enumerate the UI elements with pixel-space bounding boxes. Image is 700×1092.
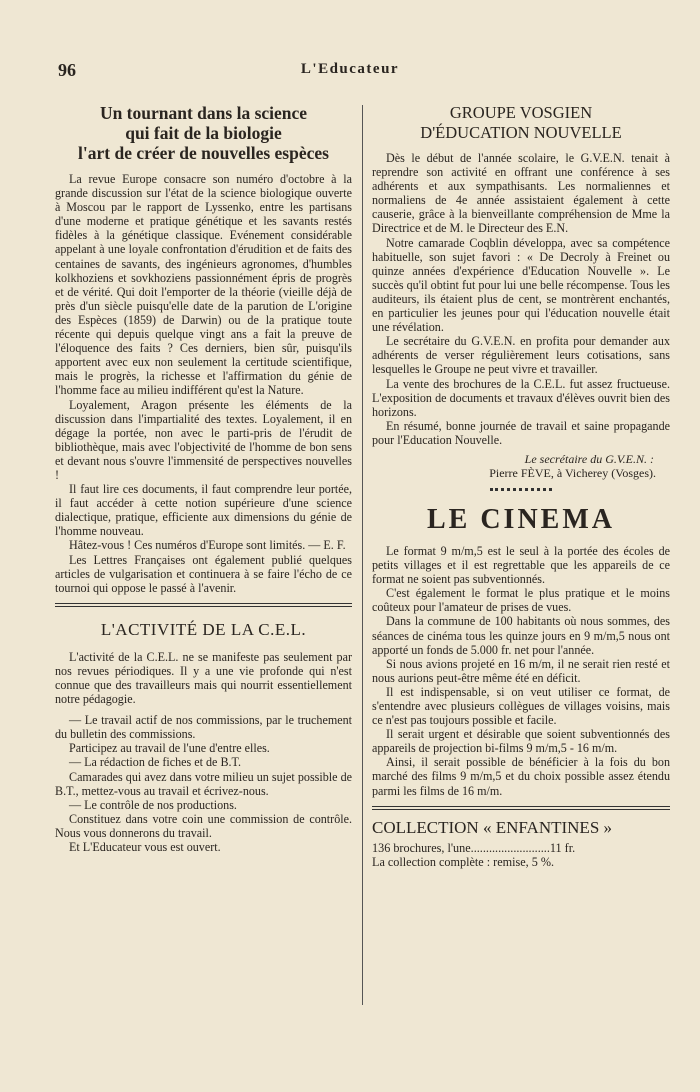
cinema-paragraph: Ainsi, il serait possible de bénéficier à la fois du bon marché des films 9 m/m,5 et du choix possible assez étendu parmi les films de 16 m/m.: [372, 755, 670, 798]
signature-role: Le secrétaire du G.V.E.N. :: [524, 451, 654, 466]
groupe-title-line: D'ÉDUCATION NOUVELLE: [420, 123, 622, 142]
tournant-title: [55, 103, 352, 163]
activite-paragraph: Et L'Educateur vous est ouvert.: [69, 840, 221, 855]
tournant-paragraph: Il faut lire ces documents, il faut comprendre leur portée, il faut accéder à cette notion supérieure d'une science dialectique, pratique, efficiente aux dimensions du génie de l'homme nouveau.: [55, 482, 352, 539]
groupe-paragraph: Notre camarade Coqblin développa, avec sa compétence habituelle, son sujet favori : « De Decroly à Freinet ou quinze années d'expérience d'Education Nouvelle ». Le succès qu'il obtint fut pour lui une belle récompense. Tous les auditeurs, ils étaient plus de cent, se montrèrent enchantés, en particulier les jeunes pour qui l'éducation nouvelle était une révélation.: [372, 235, 670, 335]
cinema-paragraph: Le format 9 m/m,5 est le seul à la portée des écoles de petits villages et il est regrettable que les appareils de ce format ne soient pas subventionnés.: [372, 543, 670, 587]
activite-paragraph: — La rédaction de fiches et de B.T.: [69, 755, 242, 770]
tournant-title-line: Un tournant dans la science: [99, 103, 308, 123]
groupe-paragraph: Dès le début de l'année scolaire, le G.V.E.N. tenait à reprendre son activité en offrant une conférence à ses adhérents et aux sympathisants. Les normaliennes et normaliens de 4e année assistaient également à cette causerie, grâce à la bienveillante compréhension de Mme la Directrice et de M. le Directeur des E.N.: [372, 151, 670, 236]
groupe-title: [372, 103, 670, 143]
activite-title: L'ACTIVITÉ DE LA C.E.L.: [100, 619, 307, 639]
right-column: [372, 103, 670, 869]
activite-paragraph: — Le contrôle de nos productions.: [69, 797, 237, 812]
activite-paragraph: Constituez dans votre coin une commission de contrôle. Nous vous donnerons du travail.: [55, 811, 352, 840]
column-divider: [362, 105, 363, 1005]
section-rule: [55, 603, 352, 607]
cinema-paragraph: Si nous avions projeté en 16 m/m, il ne serait rien resté et nous aurions peut-être même été en déficit.: [372, 656, 670, 685]
activite-paragraph: — Le travail actif de nos commissions, par le truchement du bulletin des commissions.: [55, 713, 352, 742]
collection-title: COLLECTION « ENFANTINES »: [372, 817, 613, 837]
tournant-title-line: l'art de créer de nouvelles espèces: [78, 143, 329, 163]
cinema-paragraph: Dans la commune de 100 habitants où nous sommes, des séances de cinéma tous les quinze jours en 9 m/m,5 nous ont apporté un fonds de 5.000 fr. net pour l'année.: [372, 614, 670, 657]
tournant-paragraph: La revue Europe consacre son numéro d'octobre à la grande discussion sur l'état de la science biologique ouverte à Moscou par le rapport de Lyssenko, entre les partisans d'une moderne et pratique génétique et les savants restés fidèles à la génétique classique. Evénement considérable appelant à une loyale confrontation d'érudition et de faits des centaines de savants, des ingénieurs agronomes, d'humbles kolkhoziens et sovkhoziens passionnément épris de progrès et de vérité. Qui doit l'emporter de la théorie (vieille déjà de près d'un siècle puisqu'elle date de la parution de L'origine des Espèces (1859) de Darwin) ou de la pratique toute récente qui depuis quelque vingt ans a fait la preuve de l'éloquence des faits ? Ces derniers, bien sûr, puisqu'ils apportent avec eux non seulement la certitude scientifique, mais le progrès, la richesse et l'affirmation du génie de l'homme face au milieu indifférent qu'est la Nature.: [55, 172, 352, 398]
groupe-paragraph: Le secrétaire du G.V.E.N. en profita pour demander aux adhérents de verser régulièrement leurs cotisations, sans lesquelles le Groupe ne peut vivre et travailler.: [372, 334, 670, 377]
collection-item-label: 136 brochures, l'une: [372, 840, 471, 855]
activite-paragraph: L'activité de la C.E.L. ne se manifeste pas seulement par nos revues périodiques. Il y a une vie profonde qui n'est connue que des travailleurs mais qui nourrit essentiellement notre pédagogie.: [55, 649, 352, 707]
section-rule: [372, 806, 670, 810]
collection-discount-line: La collection complète : remise, 5 %.: [372, 854, 555, 869]
cinema-paragraph: Il est indispensable, si on veut utiliser ce format, de s'entendre avec plusieurs collègues de villages voisins, mais ce n'est pas toujours possible et facile.: [372, 684, 670, 728]
activite-paragraph: Camarades qui avez dans votre milieu un sujet possible de B.T., mettez-vous au travail et écrivez-nous.: [55, 769, 352, 798]
collection-price-line: [372, 841, 670, 855]
dotted-separator: [490, 488, 552, 494]
activite-paragraph: Participez au travail de l'une d'entre elles.: [69, 741, 270, 756]
tournant-paragraph: Loyalement, Aragon présente les éléments de la discussion dans l'impartialité des textes. Loyalement, il en dégage la portée, non avec le parti-pris de l'érudit de bibliothèque, mais avec l'objectivité de l'homme de bon sens et devant nous s'ouvre l'immensité de perspectives nouvelles !: [55, 397, 352, 482]
groupe-paragraph: La vente des brochures de la C.E.L. fut assez fructueuse. L'exposition de documents et travaux d'élèves ouvrit bien des horizons.: [372, 376, 670, 419]
tournant-paragraph: Les Lettres Françaises ont également publié quelques articles de vulgarisation et continuera à se faire l'écho de ce tournoi qui oppose le passé à l'avenir.: [55, 552, 352, 595]
running-title: L'Educateur: [300, 61, 400, 77]
groupe-title-line: GROUPE VOSGIEN: [449, 103, 593, 122]
groupe-paragraph: En résumé, bonne journée de travail et saine propagande pour l'Education Nouvelle.: [372, 418, 670, 447]
dot-leader: ..........................: [470, 840, 550, 855]
collection-item-price: 11 fr.: [549, 840, 576, 855]
cinema-paragraph: Il serait urgent et désirable que soient subventionnés des appareils de projection bi-films 9 m/m,5 - 16 m/m.: [372, 727, 670, 756]
tournant-title-line: qui fait de la biologie: [125, 123, 282, 143]
signature-name: Pierre FÈVE, à Vicherey (Vosges).: [489, 465, 656, 480]
cinema-paragraph: C'est également le format le plus pratique et le moins coûteux pour l'amateur de prises de vues.: [372, 586, 670, 615]
cinema-title: LE CINEMA: [426, 503, 615, 535]
tournant-paragraph: Hâtez-vous ! Ces numéros d'Europe sont limités. — E. F.: [69, 538, 346, 553]
left-column: [55, 103, 352, 854]
page-number: 96: [58, 60, 76, 80]
